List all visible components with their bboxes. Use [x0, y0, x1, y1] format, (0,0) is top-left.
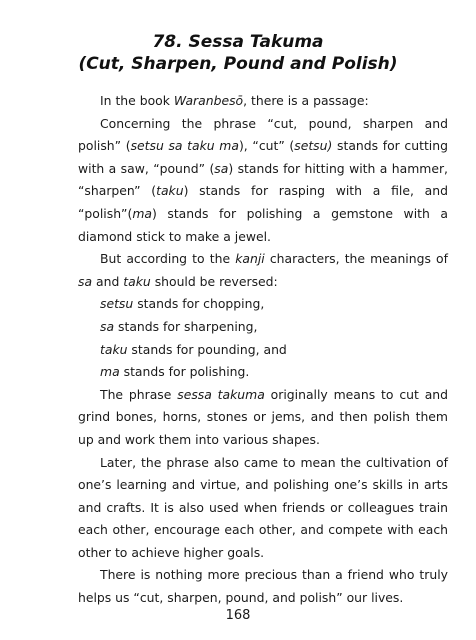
- list-item: [78, 293, 448, 316]
- list-item: [78, 361, 448, 384]
- italic-term: setsu sa taku ma: [130, 138, 239, 154]
- italic-term: sa: [78, 273, 93, 289]
- paragraph: [78, 384, 448, 452]
- italic-term: taku: [156, 183, 184, 199]
- text-run: Concerning the phrase “cut, pound, sharpen and polish” (: [78, 115, 448, 154]
- text-run: stands for cutting with a saw, “pound” (: [78, 138, 448, 176]
- italic-term: kanji: [235, 251, 265, 267]
- text-run: originally means to cut and grind bones, horns, stones or jems, and then polish them up and work them into various shapes.: [78, 386, 449, 447]
- text-run: stands for sharpening,: [114, 318, 258, 334]
- body-text: [78, 90, 448, 610]
- text-run: should be reversed:: [150, 273, 278, 289]
- italic-term: Waranbesō: [173, 93, 244, 108]
- list-item: [78, 339, 448, 362]
- list-item: [78, 316, 448, 339]
- paragraph: [78, 113, 448, 249]
- text-run: There is nothing more precious than a friend who truly helps us “cut, sharpen, pound, and polish” our lives.: [78, 567, 448, 606]
- paragraph: [78, 564, 448, 609]
- text-run: characters, the meanings of: [264, 251, 448, 267]
- italic-term: taku: [100, 341, 128, 357]
- italic-term: sessa takuma: [177, 386, 265, 402]
- text-run: ) stands for rasping with a file, and “polish”(: [78, 183, 448, 221]
- italic-term: ma: [132, 205, 152, 221]
- text-run: and: [92, 273, 124, 289]
- italic-term: sa: [214, 160, 229, 176]
- text-run: In the book: [100, 93, 174, 108]
- paragraph: [78, 248, 448, 293]
- paragraph: [78, 90, 448, 113]
- text-run: , there is a passage:: [243, 93, 369, 108]
- text-run: ) stands for hitting with a hammer, “sharpen” (: [78, 160, 448, 199]
- text-run: stands for pounding, and: [127, 341, 287, 357]
- text-run: stands for chopping,: [133, 296, 265, 312]
- text-run: But according to the: [100, 251, 236, 267]
- italic-term: ma: [100, 364, 120, 380]
- text-run: Later, the phrase also came to mean the cultivation of one’s learning and virtue, and polishing one’s skills in arts and crafts. It is also used when friends or colleagues train each other, encourage each other, and compete with each other to achieve higher goals.: [78, 454, 448, 560]
- text-run: ) stands for polishing a gemstone with a diamond stick to make a jewel.: [78, 205, 448, 244]
- italic-term: sa: [100, 318, 115, 334]
- chapter-title: 78. Sessa Takuma: [152, 32, 324, 52]
- italic-term: setsu): [294, 138, 333, 154]
- paragraph: [78, 452, 448, 565]
- italic-term: setsu: [100, 296, 134, 312]
- text-run: The phrase: [100, 386, 178, 402]
- text-run: stands for polishing.: [119, 364, 250, 380]
- chapter-subtitle: (Cut, Sharpen, Pound and Polish): [78, 54, 398, 74]
- text-run: ), “cut” (: [238, 138, 295, 154]
- page-number: 168: [225, 608, 251, 623]
- italic-term: taku: [123, 273, 151, 289]
